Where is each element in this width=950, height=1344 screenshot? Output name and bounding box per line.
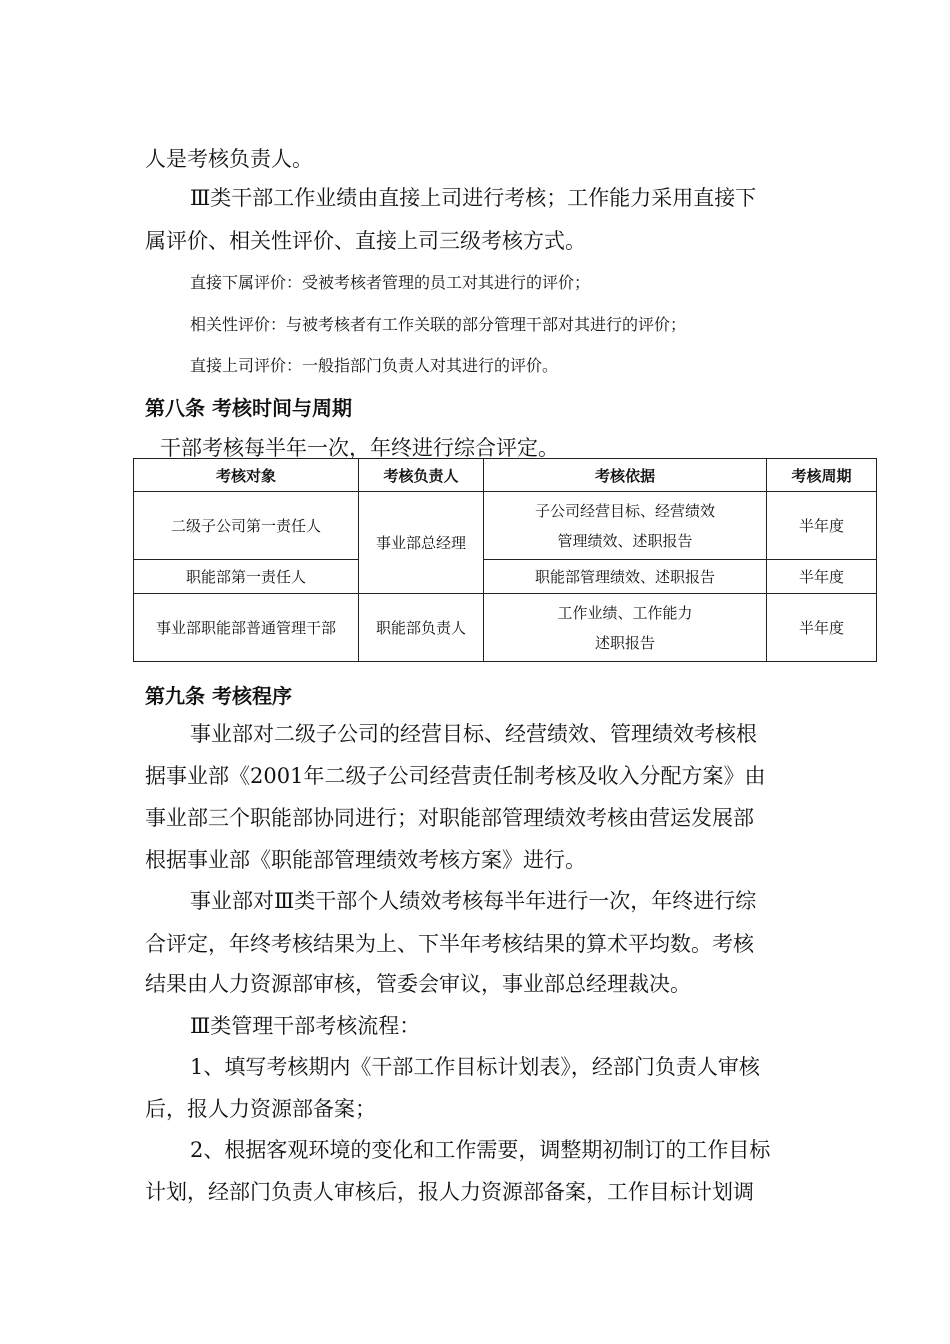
table-header-row [134, 459, 877, 492]
paragraph-line: 事业部对Ⅲ类干部个人绩效考核每半年进行一次，年终进行综 [190, 889, 757, 913]
paragraph-line: 人是考核负责人。 [145, 147, 313, 171]
table-header: 考核依据 [484, 459, 767, 492]
table-row [134, 560, 877, 594]
table-cell: 半年度 [767, 492, 877, 560]
paragraph-line: 根据事业部《职能部管理绩效考核方案》进行。 [145, 848, 586, 872]
paragraph-line: 计划，经部门负责人审核后，报人力资源部备案，工作目标计划调 [145, 1180, 754, 1204]
paragraph-line: 1、填写考核期内《干部工作目标计划表》，经部门负责人审核 [190, 1055, 760, 1079]
paragraph-line: 直接下属评价：受被考核者管理的员工对其进行的评价； [190, 273, 591, 292]
paragraph-line: 结果由人力资源部审核，管委会审议，事业部总经理裁决。 [145, 972, 691, 996]
table-cell [484, 492, 767, 560]
article9-heading: 第九条 考核程序 [145, 684, 292, 708]
cell-line: 述职报告 [594, 633, 655, 652]
cell-line: 工作业绩、工作能力 [557, 603, 693, 622]
article8-heading: 第八条 考核时间与周期 [145, 396, 352, 420]
table-cell: 事业部总经理 [359, 492, 484, 594]
table-cell [484, 594, 767, 662]
paragraph-line: 属评价、相关性评价、直接上司三级考核方式。 [145, 229, 586, 253]
table-header: 考核对象 [134, 459, 359, 492]
cell-line: 子公司经营目标、经营绩效 [534, 501, 715, 520]
table-header: 考核周期 [767, 459, 877, 492]
paragraph-line: 合评定，年终考核结果为上、下半年考核结果的算术平均数。考核 [145, 932, 754, 956]
table-row [134, 594, 877, 662]
paragraph-line: 直接上司评价：一般指部门负责人对其进行的评价。 [190, 356, 559, 375]
table-cell: 半年度 [767, 560, 877, 594]
table-cell: 二级子公司第一责任人 [134, 492, 359, 560]
paragraph-line: 事业部对二级子公司的经营目标、经营绩效、管理绩效考核根 [190, 722, 757, 746]
table-cell: 半年度 [767, 594, 877, 662]
paragraph-line: Ⅲ类管理干部考核流程： [190, 1014, 421, 1038]
table-header: 考核负责人 [359, 459, 484, 492]
paragraph-line: 2、根据客观环境的变化和工作需要，调整期初制订的工作目标 [190, 1138, 771, 1162]
table-cell: 职能部第一责任人 [134, 560, 359, 594]
table-cell: 职能部管理绩效、述职报告 [484, 560, 767, 594]
paragraph-line: 相关性评价：与被考核者有工作关联的部分管理干部对其进行的评价； [190, 315, 687, 334]
cell-line: 管理绩效、述职报告 [557, 531, 693, 550]
article8-text: 干部考核每半年一次，年终进行综合评定。 [160, 436, 559, 460]
assessment-table [133, 458, 877, 662]
table-cell: 事业部职能部普通管理干部 [134, 594, 359, 662]
paragraph-line: 据事业部《2001年二级子公司经营责任制考核及收入分配方案》由 [145, 764, 766, 788]
paragraph-line: 后，报人力资源部备案； [145, 1097, 376, 1121]
table-cell: 职能部负责人 [359, 594, 484, 662]
table-row [134, 492, 877, 560]
paragraph-line: 事业部三个职能部协同进行；对职能部管理绩效考核由营运发展部 [145, 806, 754, 830]
paragraph-line: Ⅲ类干部工作业绩由直接上司进行考核；工作能力采用直接下 [190, 186, 757, 210]
